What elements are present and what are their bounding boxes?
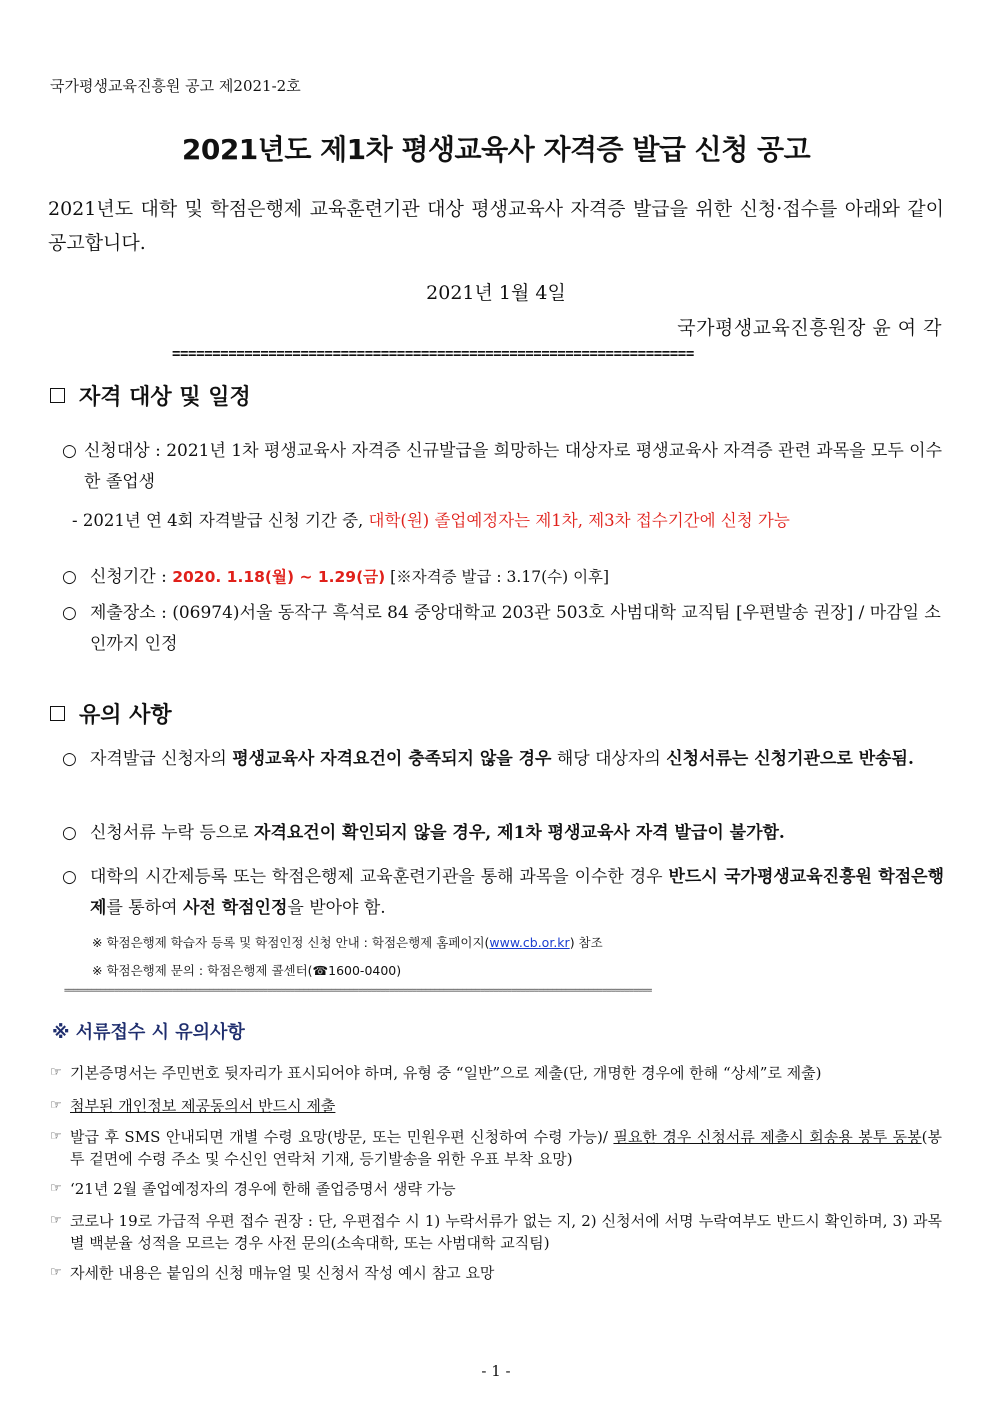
note-call-center: ※ 학점은행제 문의 : 학점은행제 콜센터(☎1600-0400) <box>92 963 402 978</box>
section-notes-heading <box>50 698 172 729</box>
notes-item-3-a: 대학의 시간제등록 또는 학점은행제 교육훈련기관을 통해 과목을 이수한 경우 <box>90 867 669 887</box>
section-schedule-title: 자격 대상 및 일정 <box>79 385 251 410</box>
notice-date: 2021년 1월 4일 <box>426 282 566 304</box>
circle-bullet-icon: ○ <box>62 441 77 461</box>
caution-item-1 <box>50 1062 945 1084</box>
caution-text-3c: (봉투 겉면에 수령 주소 및 수신인 연락처 기재, 등기발송을 위한 우표 부착 요망) <box>70 1128 943 1168</box>
pointing-hand-icon: ☞ <box>50 1098 62 1113</box>
period-value: 2020. 1.18(월) ~ 1.29(금) <box>172 568 386 586</box>
notes-item-1-d: 신청서류는 신청기관으로 반송됨. <box>666 749 914 769</box>
circle-bullet-icon: ○ <box>62 567 77 587</box>
caution-item-4 <box>50 1178 945 1200</box>
caution-text-4: ‘21년 2월 졸업예정자의 경우에 한해 졸업증명서 생략 가능 <box>70 1180 456 1198</box>
place-text: 제출장소 : (06974)서울 동작구 흑석로 84 중앙대학교 203관 503호 사범대학 교직팀 [우편발송 권장] / 마감일 소인까지 인정 <box>90 603 941 654</box>
checkbox-square-icon <box>50 706 65 721</box>
circle-bullet-icon: ○ <box>62 749 77 769</box>
pointing-hand-icon: ☞ <box>50 1129 62 1144</box>
circle-bullet-icon: ○ <box>62 867 77 887</box>
target-text: 신청대상 : 2021년 1차 평생교육사 자격증 신규발급을 희망하는 대상자로 평생교육사 자격증 관련 과목을 모두 이수한 졸업생 <box>84 441 943 492</box>
caution-item-6 <box>50 1262 945 1284</box>
caution-text-6: 자세한 내용은 붙임의 신청 매뉴얼 및 신청서 작성 예시 참고 요망 <box>70 1264 495 1282</box>
pointing-hand-icon: ☞ <box>50 1065 62 1080</box>
note-1-a: ※ 학점은행제 학습자 등록 및 학점인정 신청 안내 : 학점은행제 홈페이지( <box>92 935 490 950</box>
notes-item-3-d: 사전 학점인정 <box>182 898 288 918</box>
caution-text-3a: 발급 후 SMS 안내되면 개별 수령 요망(방문, 또는 민원우편 신청하여 수령 가능)/ <box>70 1128 614 1146</box>
notes-item-2-b: 자격요건이 확인되지 않을 경우, 제1차 평생교육사 자격 발급이 불가함. <box>254 823 785 843</box>
note-1-b: ) 참조 <box>569 935 603 950</box>
caution-item-5 <box>50 1210 945 1254</box>
note-credit-bank-site <box>92 933 603 951</box>
notes-item-2-a: 신청서류 누락 등으로 <box>90 823 255 843</box>
pointing-hand-icon: ☞ <box>50 1181 62 1196</box>
cautions-heading: ※ 서류접수 시 유의사항 <box>52 1022 245 1043</box>
circle-bullet-icon: ○ <box>62 823 77 843</box>
period-label: 신청기간 : <box>90 567 173 587</box>
caution-item-3 <box>50 1126 945 1170</box>
page-number: - 1 - <box>481 1362 511 1380</box>
intro-paragraph: 2021년도 대학 및 학점은행제 교육훈련기관 대상 평생교육사 자격증 발급을 위한 신청·접수를 아래와 같이 공고합니다. <box>48 198 944 254</box>
page-title: 2021년도 제1차 평생교육사 자격증 발급 신청 공고 <box>181 133 811 166</box>
caution-text-2: 첨부된 개인정보 제공동의서 반드시 제출 <box>70 1097 336 1115</box>
target-note <box>72 505 952 536</box>
period-note: [※자격증 발급 : 3.17(수) 이후] <box>385 568 610 586</box>
section-schedule-heading <box>50 380 251 411</box>
divider-bottom: ================================================================================================================================== <box>64 986 652 996</box>
checkbox-square-icon <box>50 388 65 403</box>
target-note-red: 대학(원) 졸업예정자는 제1차, 제3차 접수기간에 신청 가능 <box>368 511 790 530</box>
signer: 국가평생교육진흥원장 윤 여 각 <box>677 317 942 339</box>
target-note-plain: - 2021년 연 4회 자격발급 신청 기간 중, <box>72 511 369 530</box>
notes-item-1-c: 해당 대상자의 <box>551 749 667 769</box>
divider-top: ================================================================= <box>172 346 694 360</box>
caution-text-3b: 필요한 경우 신청서류 제출시 회송용 봉투 동봉 <box>613 1128 922 1146</box>
pointing-hand-icon: ☞ <box>50 1213 62 1228</box>
credit-bank-link[interactable]: www.cb.or.kr <box>489 935 570 950</box>
caution-text-1: 기본증명서는 주민번호 뒷자리가 표시되어야 하며, 유형 중 “일반”으로 제출(단, 개명한 경우에 한해 “상세”로 제출) <box>70 1064 822 1082</box>
section-notes-title: 유의 사항 <box>79 703 172 728</box>
pointing-hand-icon: ☞ <box>50 1265 62 1280</box>
caution-item-2 <box>50 1095 945 1117</box>
notes-item-3-b: 반드시 국가평생교육진흥원 학점은행제 <box>90 867 944 918</box>
caution-text-5: 코로나 19로 가급적 우편 접수 권장 : 단, 우편접수 시 1) 누락서류가 없는 지, 2) 신청서에 서명 누락여부도 반드시 확인하며, 3) 과목별 백분율 성적을 모르는 경우 사전 문의(소속대학, 또는 사범대학 교직팀) <box>70 1212 942 1252</box>
notice-number: 국가평생교육진흥원 공고 제2021-2호 <box>50 77 301 95</box>
notes-item-3-e: 을 받아야 함. <box>287 898 386 918</box>
notes-item-1-b: 평생교육사 자격요건이 충족되지 않을 경우 <box>232 749 552 769</box>
notes-item-1-a: 자격발급 신청자의 <box>90 749 233 769</box>
notes-item-3-c: 를 통하여 <box>106 898 183 918</box>
circle-bullet-icon: ○ <box>62 603 77 623</box>
